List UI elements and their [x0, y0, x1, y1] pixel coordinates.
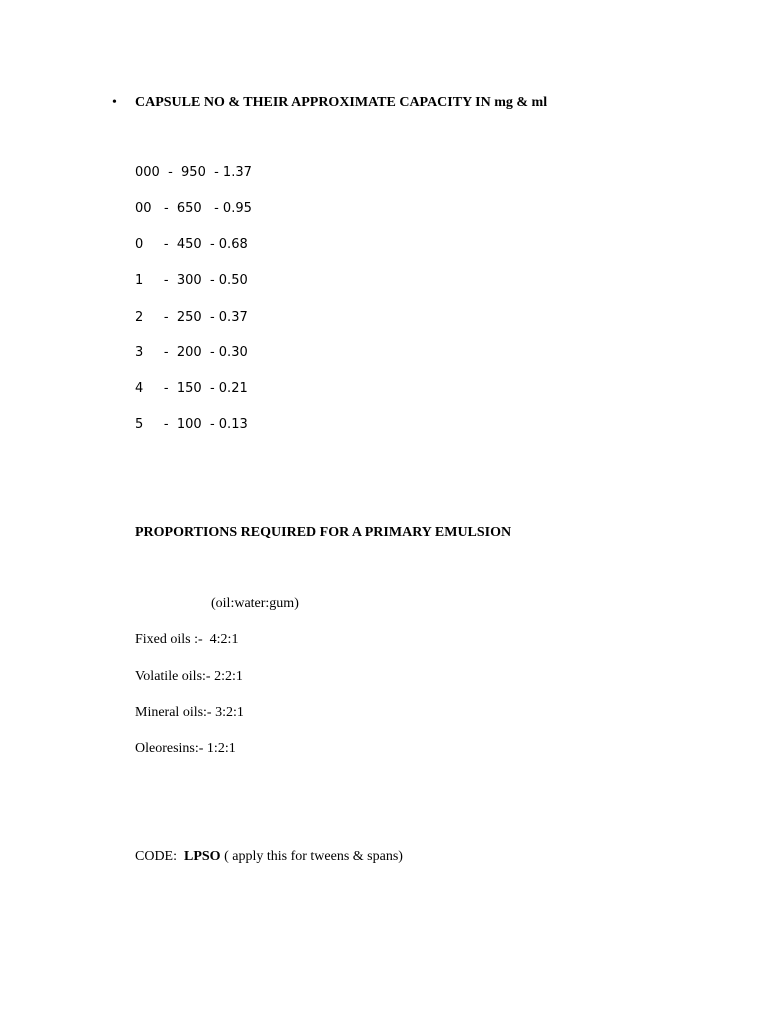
code-note: ( apply this for tweens & spans): [220, 849, 403, 864]
capsule-row: 3 - 200 - 0.30: [135, 345, 248, 360]
oil-ratio-row: Oleoresins:- 1:2:1: [135, 741, 236, 756]
code-line: [135, 848, 403, 866]
capsule-row: 2 - 250 - 0.37: [135, 310, 248, 325]
code-label: CODE:: [135, 849, 184, 864]
capsule-row: 1 - 300 - 0.50: [135, 273, 248, 288]
capsule-row: 0 - 450 - 0.68: [135, 237, 248, 252]
ratio-header: (oil:water:gum): [211, 596, 299, 611]
primary-emulsion-heading: PROPORTIONS REQUIRED FOR A PRIMARY EMULSION: [135, 525, 512, 540]
capsule-row: 00 - 650 - 0.95: [135, 201, 252, 216]
code-value: LPSO: [184, 849, 221, 864]
capsule-row: 4 - 150 - 0.21: [135, 381, 248, 396]
capsule-row: 5 - 100 - 0.13: [135, 417, 248, 432]
oil-ratio-row: Fixed oils :- 4:2:1: [135, 632, 239, 647]
capsule-capacity-heading: CAPSULE NO & THEIR APPROXIMATE CAPACITY IN mg & ml: [135, 95, 548, 110]
oil-ratio-row: Mineral oils:- 3:2:1: [135, 705, 244, 720]
oil-ratio-row: Volatile oils:- 2:2:1: [135, 669, 243, 684]
capsule-row: 000 - 950 - 1.37: [135, 165, 252, 180]
bullet-point: •: [112, 95, 117, 110]
